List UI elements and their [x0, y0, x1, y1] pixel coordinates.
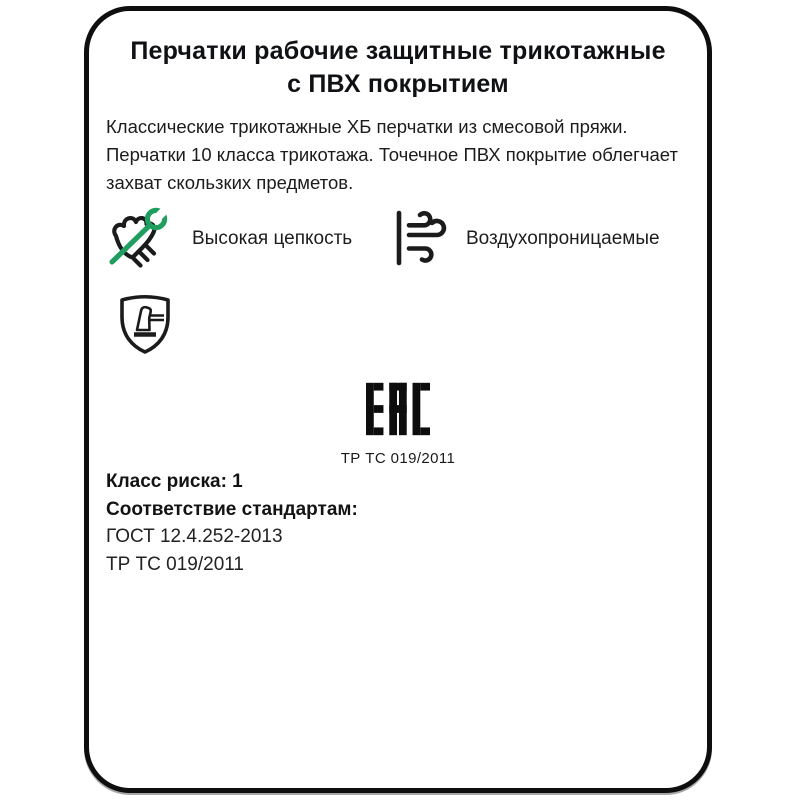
certification-block — [94, 382, 702, 467]
eac-regulation-text: ТР ТС 019/2011 — [340, 450, 456, 467]
specs-block — [106, 468, 358, 578]
title-line-2: с ПВХ покрытием — [287, 70, 509, 98]
grip-wrench-icon — [102, 202, 180, 270]
feature-high-grip — [102, 202, 352, 270]
standard-item: ГОСТ 12.4.252-2013 — [106, 526, 283, 547]
standard-item: ТР ТС 019/2011 — [106, 553, 245, 575]
airflow-icon — [392, 206, 450, 266]
product-description: Классические трикотажные ХБ перчатки из смесовой пряжи. Перчатки 10 класса трикотажа. Точечное ПВХ покрытие облегчает захват скользких предметов. — [106, 116, 678, 193]
risk-class: Класс риска: 1 — [106, 471, 243, 492]
product-info-card — [84, 6, 712, 793]
mechanical-protection-shield-icon — [117, 288, 173, 356]
card-content — [94, 16, 702, 783]
eac-mark — [366, 382, 430, 436]
standards-heading: Соответствие стандартам: — [106, 498, 358, 520]
title-line-1: Перчатки рабочие защитные трикотажные — [130, 37, 666, 65]
feature-breathable — [392, 206, 660, 266]
page-title — [94, 35, 702, 101]
feature-label-breathable: Воздухопроницаемые — [466, 228, 660, 249]
feature-label-high-grip: Высокая цепкость — [192, 228, 353, 249]
